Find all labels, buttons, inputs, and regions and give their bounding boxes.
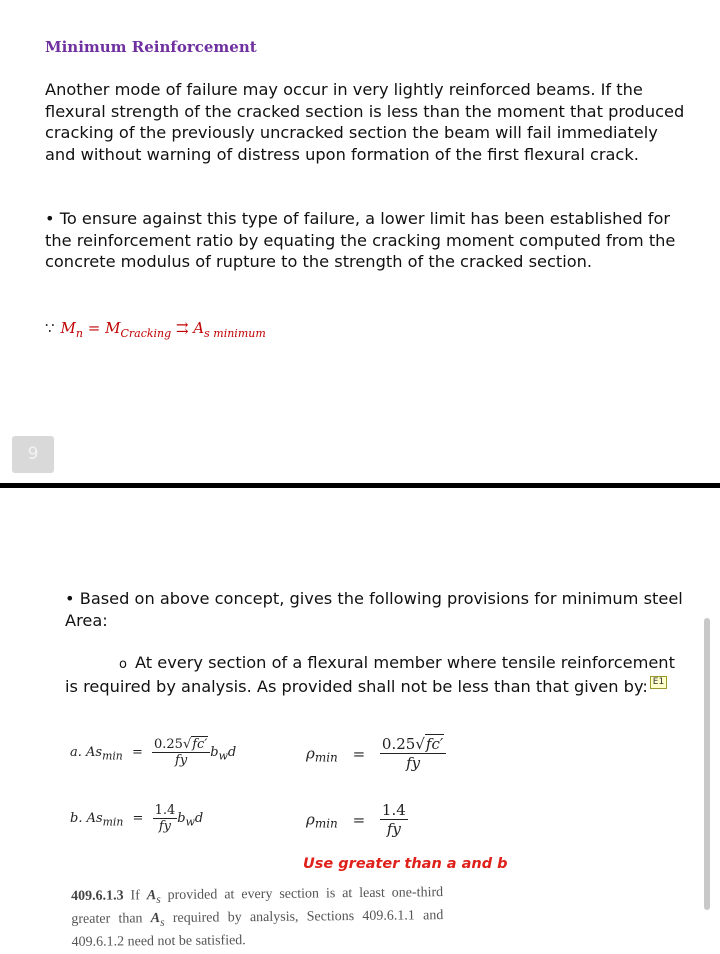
equation-a-as-min	[70, 737, 236, 768]
bullet-text: To ensure against this type of failure, a lower limit has been established for the reinforcement ratio by equating the cracking moment computed from the concrete modulus of rupture to the strength of the cracked section.	[45, 209, 676, 272]
sub-bullet	[65, 652, 685, 697]
rho-a-equals: =	[352, 744, 366, 763]
circle-bullet-icon: o	[119, 657, 127, 672]
eq-b-d: d	[194, 811, 204, 826]
formula-equals: =	[83, 319, 106, 337]
eq-a-equals: =	[131, 745, 143, 760]
eq-b-b: b	[177, 811, 186, 826]
code-section-number: 409.6.1.3	[71, 888, 124, 904]
comment-marker[interactable]: E1	[650, 676, 667, 689]
sqrt-icon: √	[415, 735, 425, 753]
sqrt-icon: √	[182, 737, 192, 752]
formula-cracking-sub: Cracking	[120, 327, 172, 340]
eq-a-fraction	[152, 737, 210, 768]
code-text-3: required by analysis, Sections 409.6.1.1 and 409.6.1.2 need not be satisfied.	[71, 907, 444, 950]
rho-a-symbol: ρ	[306, 744, 315, 763]
rho-b-equals: =	[352, 810, 366, 829]
equation-b-rho-min	[306, 801, 408, 838]
page-number-badge[interactable]: 9	[12, 436, 54, 473]
sub-bullet-text: At every section of a flexural member where tensile reinforcement is required by analysis. As provided shall not be less than that given by:	[65, 653, 675, 696]
formula-implies: ⇉	[171, 319, 194, 337]
rho-a-den: fy	[406, 754, 421, 772]
equation-b-as-min	[70, 803, 203, 834]
code-as2: A	[150, 910, 161, 926]
code-provision-excerpt	[71, 883, 444, 951]
because-symbol: ∵	[45, 319, 55, 337]
eq-a-d: d	[227, 745, 237, 760]
eq-b-fraction	[153, 803, 178, 834]
rho-b-fraction	[380, 801, 408, 838]
bullet-dot: •	[65, 589, 75, 608]
eq-a-num: 0.25	[153, 737, 183, 752]
bullet-text: Based on above concept, gives the following provisions for minimum steel Area:	[65, 589, 683, 630]
formula-as: A	[193, 319, 205, 337]
rho-b-den: fy	[386, 820, 401, 838]
rho-a-sub: min	[314, 750, 338, 765]
intro-paragraph: Another mode of failure may occur in very lightly reinforced beams. If the flexural strength of the cracked section is less than the moment that produced cracking of the previously uncracked section the beam will fail immediately and without warning of distress upon formation of the first flexural crack.	[45, 80, 685, 164]
formula-n-sub: n	[75, 327, 83, 340]
sub-bullet-indent	[65, 653, 119, 672]
eq-b-den: fy	[158, 819, 171, 834]
rho-b-num: 1.4	[381, 801, 406, 819]
eq-b-equals: =	[132, 811, 144, 826]
code-text-2: provided at every section is at least one-third greater than	[71, 885, 444, 927]
eq-b-num: 1.4	[154, 803, 176, 818]
rho-a-fraction	[380, 735, 446, 772]
rho-b-sub: min	[314, 816, 338, 831]
eq-a-w: w	[218, 749, 228, 763]
eq-a-sub: min	[102, 749, 123, 763]
equation-a-rho-min	[306, 735, 446, 772]
bullet-dot: •	[45, 209, 55, 228]
eq-b-label: b. As	[70, 811, 103, 826]
formula-min-sub: s minimum	[204, 327, 266, 340]
code-text-1: If	[123, 888, 147, 904]
eq-a-rad: fc′	[192, 737, 208, 752]
code-as1: A	[146, 888, 157, 904]
eq-b-w: w	[185, 815, 195, 829]
vertical-scrollbar[interactable]	[704, 618, 710, 910]
rho-a-rad: fc′	[425, 735, 444, 753]
eq-a-b: b	[210, 745, 219, 760]
formula-m: M	[60, 319, 76, 337]
bullet-paragraph	[45, 208, 685, 273]
formula-m2: M	[105, 319, 121, 337]
section-heading: Minimum Reinforcement	[45, 38, 257, 56]
rho-b-symbol: ρ	[306, 810, 315, 829]
page-divider	[0, 483, 720, 488]
code-as1-sub: s	[156, 892, 161, 906]
code-as2-sub: s	[160, 915, 165, 929]
eq-a-den: fy	[175, 753, 188, 768]
eq-a-label: a. As	[70, 745, 103, 760]
cracking-moment-formula	[45, 319, 266, 340]
rho-a-num: 0.25	[381, 735, 416, 753]
greater-of-note: Use greater than a and b	[303, 856, 508, 872]
eq-b-sub: min	[102, 815, 124, 829]
provisions-bullet	[65, 588, 685, 631]
